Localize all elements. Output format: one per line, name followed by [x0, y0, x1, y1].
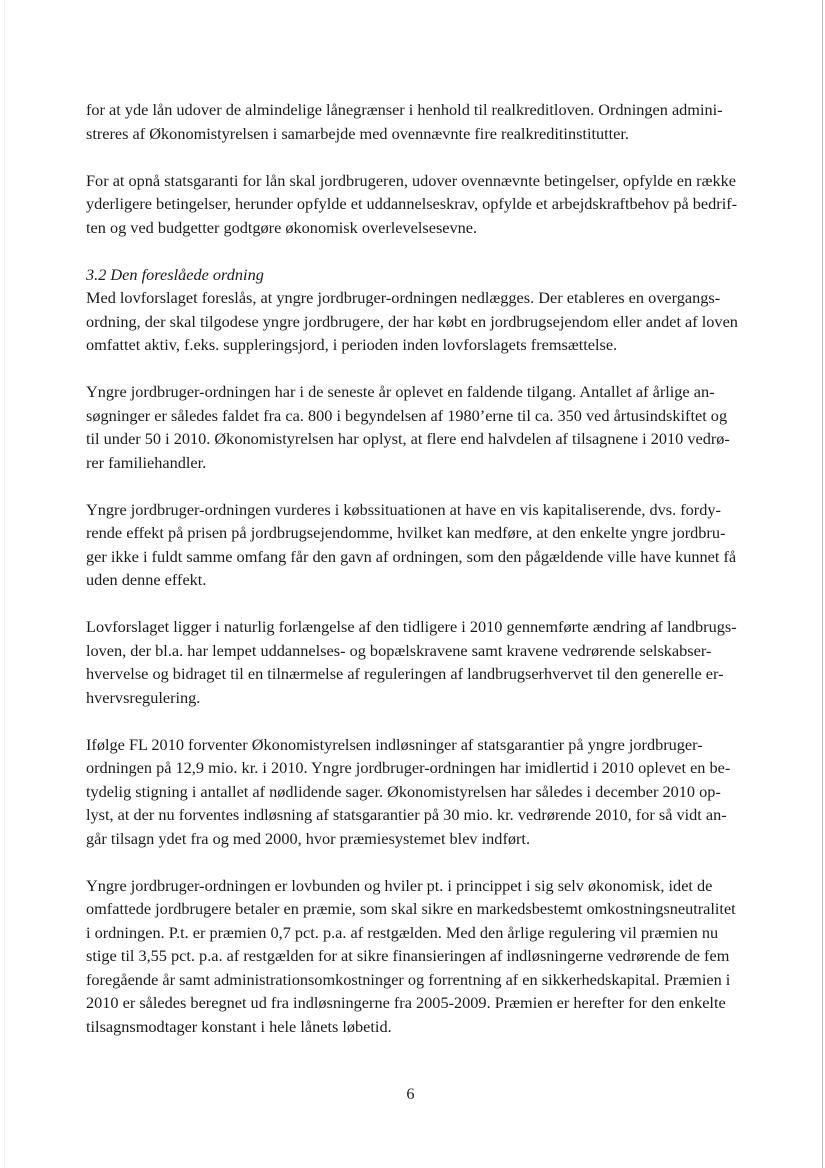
text-line: uden denne effekt. — [86, 570, 207, 589]
text-line: foregående år samt administrationsomkostninger og forrentning af en sikkerhedskapital. Præmien i — [86, 969, 731, 989]
section-3-2 — [86, 263, 750, 357]
text-line: omfattet aktiv, f.eks. suppleringsjord, i perioden inden lovforslagets fremsættelse. — [86, 335, 618, 354]
text-line: tilsagnsmodtager konstant i hele lånets løbetid. — [86, 1016, 392, 1036]
text-line: ordning, der skal tilgodese yngre jordbrugere, der har købt en jordbrugsejendom eller andet af loven — [86, 311, 738, 331]
text-line: ten og ved budgetter godtgøre økonomisk overlevelsesevne. — [86, 217, 478, 237]
text-line: hvervsregulering. — [86, 687, 201, 707]
text-line: søgninger er således faldet fra ca. 800 i begyndelsen af 1980’erne til ca. 350 ved årtusindskiftet og — [86, 405, 728, 425]
text-line: yderligere betingelser, herunder opfylde et uddannelseskrav, opfylde et arbejdskraftbehov på bedrif- — [86, 194, 738, 213]
scan-edge-left — [4, 0, 5, 1168]
text-line: hvervelse og bidraget til en tilnærmelse af reguleringen af landbrugserhvervet til den generelle er- — [86, 664, 724, 683]
paragraph-kapitaliserende — [86, 498, 750, 592]
text-line: Lovforslaget ligger i naturlig forlængelse af den tidligere i 2010 gennemførte ændring af landbrugs- — [86, 617, 737, 636]
scan-edge-right — [822, 0, 823, 1168]
text-line: Ifølge FL 2010 forventer Økonomistyrelsen indløsninger af statsgarantier på yngre jordbruger- — [86, 734, 703, 754]
text-line: Yngre jordbruger-ordningen er lovbunden og hviler pt. i princippet i sig selv økonomisk, idet de — [86, 875, 713, 895]
text-line: går tilsagn ydet fra og med 2000, hvor præmiesystemet blev indført. — [86, 828, 531, 848]
paragraph-praemie — [86, 874, 750, 1039]
paragraph-intro — [86, 98, 750, 145]
text-line: til under 50 i 2010. Økonomistyrelsen har oplyst, at flere end halvdelen af tilsagnene i 2010 vedrø- — [86, 429, 730, 448]
paragraph-fl-2010 — [86, 733, 750, 851]
text-line: stige til 3,55 pct. p.a. af restgælden for at sikre finansieringen af indløsningerne vedrørende de fem — [86, 946, 730, 965]
text-line: 2010 er således beregnet ud fra indløsningerne fra 2005-2009. Præmien er herefter for den enkelte — [86, 993, 726, 1012]
text-line: Yngre jordbruger-ordningen vurderes i købssituationen at have en vis kapitaliserende, dvs. fordy- — [86, 499, 721, 519]
text-line: lyst, at der nu forventes indløsning af statsgarantier på 30 mio. kr. vedrørende 2010, for så vidt an- — [86, 805, 727, 824]
text-line: omfattede jordbrugere betaler en præmie, som skal sikre en markedsbestemt omkostningsneutralitet — [86, 899, 736, 918]
paragraph-statsgaranti — [86, 169, 750, 240]
section-heading: 3.2 Den foreslåede ordning — [86, 264, 264, 284]
page-number-value: 6 — [406, 1084, 415, 1103]
text-line: rer familiehandler. — [86, 452, 207, 472]
text-line: i ordningen. P.t. er præmien 0,7 pct. p.a. af restgælden. Med den årlige regulering vil præmien nu — [86, 922, 719, 942]
paragraph-lovforslaget — [86, 615, 750, 709]
text-line: Yngre jordbruger-ordningen har i de seneste år oplevet en faldende tilgang. Antallet af årlige an- — [86, 382, 715, 401]
text-line: ordningen på 12,9 mio. kr. i 2010. Yngre jordbruger-ordningen har imidlertid i 2010 oplevet en be- — [86, 758, 731, 777]
text-line: streres af Økonomistyrelsen i samarbejde med ovennævnte fire realkreditinstitutter. — [86, 123, 629, 143]
body-text — [86, 98, 750, 1062]
text-line: For at opnå statsgaranti for lån skal jordbrugeren, udover ovennævnte betingelser, opfylde en række — [86, 170, 736, 190]
text-line: for at yde lån udover de almindelige lånegrænser i henhold til realkreditloven. Ordningen admini- — [86, 100, 723, 119]
text-line: loven, der bl.a. har lempet uddannelses- og bopælskravene samt kravene vedrørende selskabser- — [86, 640, 712, 660]
text-line: tydelig stigning i antallet af nødlidende sager. Økonomistyrelsen har således i december 2010 op- — [86, 781, 721, 801]
page-number — [0, 1084, 825, 1104]
text-line: ger ikke i fuldt samme omfang får den gavn af ordningen, som den pågældende ville have kunnet få — [86, 546, 737, 566]
text-line: rende effekt på prisen på jordbrugsejendomme, hvilket kan medføre, at den enkelte yngre jordbru- — [86, 523, 726, 542]
text-line: Med lovforslaget foreslås, at yngre jordbruger-ordningen nedlægges. Der etableres en overgangs- — [86, 288, 721, 307]
paragraph-tilgang — [86, 380, 750, 474]
